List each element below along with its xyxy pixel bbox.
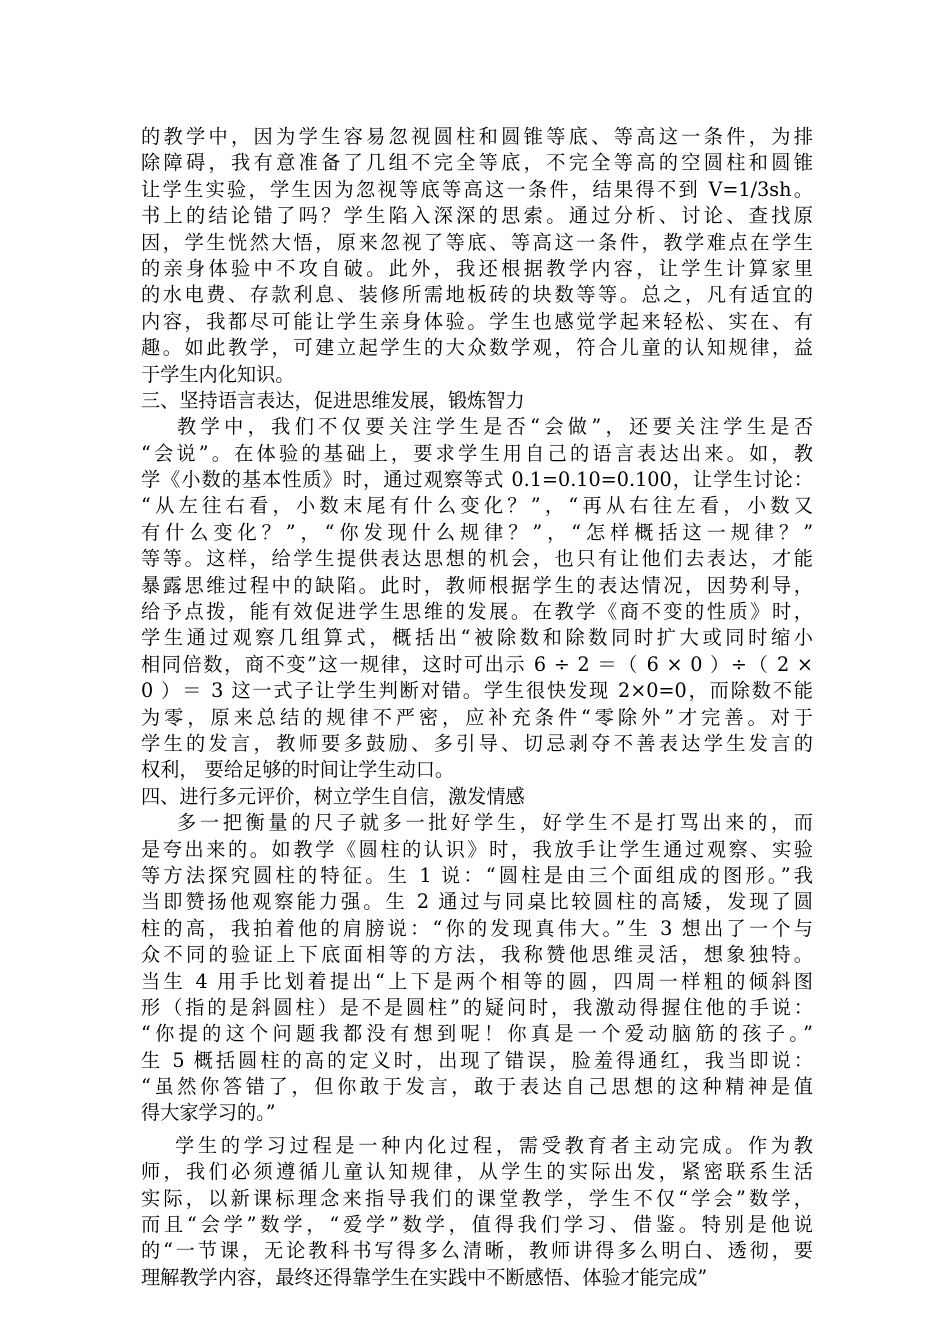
text-line: 学《小数的基本性质》时，通过观察等式 0.1=0.10=0.100，让学生讨论： [141,468,813,492]
paragraph-3 [141,810,813,1127]
text-line: 形（指的是斜圆柱）是不是圆柱”的疑问时，我激动得握住他的手说： [141,995,813,1019]
text-line: 生 5 概括圆柱的高的定义时，出现了错误，脸羞得通红，我当即说： [141,1048,813,1072]
text-line: 除障碍，我有意准备了几组不完全等底，不完全等高的空圆柱和圆锥 [141,151,813,175]
text-line: 为零，原来总结的规律不严密，应补充条件“零除外”才完善。对于 [141,705,813,729]
text-line: 的教学中，因为学生容易忽视圆柱和圆锥等底、等高这一条件，为排 [141,125,813,148]
text-line: 因，学生恍然大悟，原来忽视了等底、等高这一条件，教学难点在学生 [141,230,813,254]
text-line: 的“一节课，无论教科书写得多么清晰，教师讲得多么明白、透彻，要 [141,1239,813,1263]
text-line: 是夸出来的。如教学《圆柱的认识》时，我放手让学生通过观察、实验 [141,837,813,861]
text-line: 于学生内化知识。 [141,362,295,386]
text-line: 柱的高，我拍着他的肩膀说：“你的发现真伟大。”生 3 想出了一个与 [141,916,813,940]
text-line: 相同倍数，商不变”这一规律，这时可出示 6 ÷ 2 ＝（ 6 × 0 ）÷（ 2 × [141,652,813,676]
document-page [141,124,813,1291]
text-line: 趣。如此教学，可建立起学生的大众数学观，符合儿童的认知规律，益 [141,336,813,360]
paragraph-2 [141,414,813,783]
text-line: 学生的发言，教师要多鼓励、多引导、切忌剥夺不善表达学生发言的 [141,731,813,755]
text-line: “你提的这个问题我都没有想到呢！你真是一个爱动脑筋的孩子。” [141,1022,813,1046]
text-line: 等方法探究圆柱的特征。生 1 说：“圆柱是由三个面组成的图形。”我 [141,863,813,887]
text-line: 多一把衡量的尺子就多一批好学生，好学生不是打骂出来的，而 [177,811,813,835]
text-line: 0 ）＝ 3 这一式子让学生判断对错。学生很快发现 2×0=0，而除数不能 [141,679,813,703]
text-line: 的水电费、存款利息、装修所需地板砖的块数等等。总之，凡有适宜的 [141,283,813,307]
text-line: 当生 4 用手比划着提出“上下是两个相等的圆，四周一样粗的倾斜图 [141,969,813,993]
text-line: 权利， 要给足够的时间让学生动口。 [141,758,455,782]
text-line: 学生通过观察几组算式，概括出“被除数和除数同时扩大或同时缩小 [141,626,813,650]
text-line: 教学中，我们不仅要关注学生是否“会做”，还要关注学生是否 [177,415,813,439]
text-line: 理解教学内容，最终还得靠学生在实践中不断感悟、体验才能完成” [141,1265,708,1289]
paragraph-4 [141,1133,813,1291]
text-line: 给予点拨，能有效促进学生思维的发展。在教学《商不变的性质》时， [141,600,813,624]
text-line: 而且“会学”数学，“爱学”数学，值得我们学习、借鉴。特别是他说 [141,1213,813,1237]
text-line: 有什么变化？”，“你发现什么规律？”，“怎样概括这一规律？” [141,520,813,544]
text-line: 得大家学习的。” [141,1101,276,1125]
text-line: 内容，我都尽可能让学生亲身体验。学生也感觉学起来轻松、实在、有 [141,309,813,333]
text-line: “会说”。在体验的基础上，要求学生用自己的语言表达出来。如，教 [141,441,813,465]
section-heading-4: 四、进行多元评价，树立学生自信，激发情感 [141,784,525,808]
text-line: 书上的结论错了吗？学生陷入深深的思索。通过分析、讨论、查找原 [141,204,813,228]
text-line: 暴露思维过程中的缺陷。此时，教师根据学生的表达情况，因势利导， [141,573,813,597]
text-line: 师，我们必须遵循儿童认知规律，从学生的实际出发，紧密联系生活 [141,1160,813,1184]
section-heading-3: 三、坚持语言表达，促进思维发展，锻炼智力 [141,388,525,412]
text-line: 等等。这样，给学生提供表达思想的机会，也只有让他们去表达，才能 [141,547,813,571]
text-line: “虽然你答错了，但你敢于发言，敢于表达自己思想的这种精神是值 [141,1075,813,1099]
text-line: 让学生实验，学生因为忽视等底等高这一条件，结果得不到 V=1/3sh。 [141,177,813,201]
text-line: 众不同的验证上下底面相等的方法，我称赞他思维灵活，想象独特。 [141,943,813,967]
text-line: 当即赞扬他观察能力强。生 2 通过与同桌比较圆柱的高矮，发现了圆 [141,890,813,914]
text-line: “从左往右看，小数末尾有什么变化？”，“再从右往左看，小数又 [141,494,813,518]
text-line: 学生的学习过程是一种内化过程，需受教育者主动完成。作为教 [175,1133,813,1157]
text-line: 的亲身体验中不攻自破。此外，我还根据教学内容，让学生计算家里 [141,256,813,280]
paragraph-1 [141,124,813,388]
text-line: 实际，以新课标理念来指导我们的课堂教学，学生不仅“学会”数学， [141,1186,813,1210]
